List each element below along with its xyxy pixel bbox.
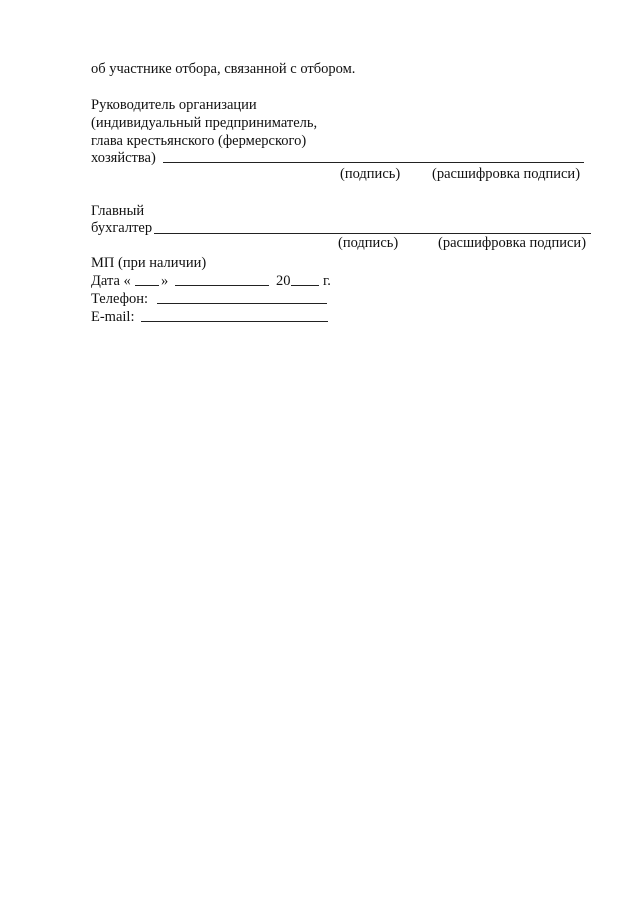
accountant-title-line-1: Главный: [91, 203, 145, 219]
date-close-quote: »: [161, 273, 169, 289]
accountant-title-line-2: бухгалтер: [91, 220, 153, 236]
head-title-line-2: (индивидуальный предприниматель,: [91, 115, 318, 131]
head-title-line-1: Руководитель организации: [91, 97, 257, 113]
date-year-prefix: 20: [276, 273, 291, 289]
date-day-field[interactable]: [135, 285, 159, 286]
email-label: E-mail:: [91, 309, 135, 325]
accountant-decoding-caption: (расшифровка подписи): [438, 235, 587, 251]
head-decoding-caption: (расшифровка подписи): [432, 166, 581, 182]
head-signature-caption: (подпись): [340, 166, 401, 182]
date-year-suffix: г.: [323, 273, 331, 289]
accountant-signature-line[interactable]: [154, 233, 591, 234]
phone-field[interactable]: [157, 303, 327, 304]
accountant-signature-caption: (подпись): [338, 235, 399, 251]
head-title-line-4: хозяйства): [91, 150, 156, 166]
date-label: Дата «: [91, 273, 131, 289]
head-title-line-3: глава крестьянского (фермерского): [91, 133, 307, 149]
date-month-field[interactable]: [175, 285, 269, 286]
date-year-field[interactable]: [291, 285, 319, 286]
stamp-label: МП (при наличии): [91, 255, 207, 271]
email-field[interactable]: [141, 321, 328, 322]
head-signature-line[interactable]: [163, 162, 584, 163]
intro-line: об участнике отбора, связанной с отбором.: [91, 61, 356, 77]
phone-label: Телефон:: [91, 291, 149, 307]
